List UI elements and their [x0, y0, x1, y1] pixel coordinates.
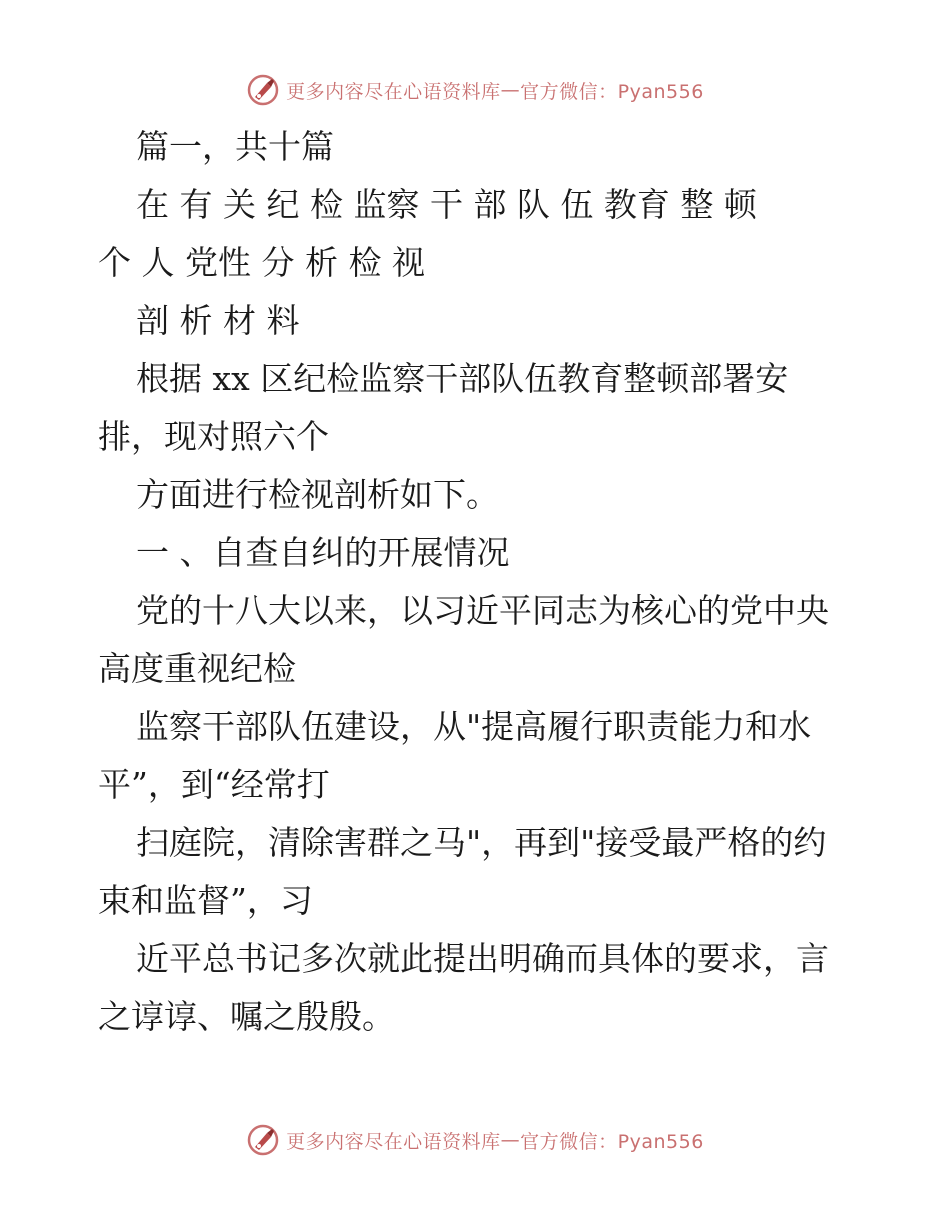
document-line: 一 、自查自纠的开展情况: [136, 533, 510, 572]
document-line: 排，现对照六个: [98, 417, 329, 456]
document-line: 束和监督”，习: [98, 881, 313, 920]
document-line: 监察干部队伍建设，从"提高履行职责能力和水: [136, 707, 812, 746]
watermark-separator: —: [500, 79, 521, 101]
document-body: [98, 118, 858, 1046]
header-watermark: [0, 70, 950, 110]
document-line: 在 有 关 纪 检 监察 干 部 队 伍 教育 整 顿: [136, 185, 757, 224]
watermark-main-text: 更多内容尽在心语资料库: [286, 80, 501, 103]
document-line: 方面进行检视剖析如下。: [136, 475, 499, 514]
watermark-separator: —: [500, 1129, 521, 1151]
document-line: 平”，到“经常打: [98, 765, 330, 804]
document-line: 党的十八大以来，以习近平同志为核心的党中央: [136, 591, 829, 630]
pen-nib-logo-icon: [246, 73, 280, 107]
pen-nib-logo-icon: [246, 1123, 280, 1157]
document-line: 近平总书记多次就此提出明确而具体的要求，言: [136, 939, 829, 978]
document-line: 扫庭院，清除害群之马"，再到"接受最严格的约: [136, 823, 827, 862]
watermark-contact-text: 官方微信：Pyan556: [520, 1130, 704, 1153]
document-line: 之谆谆、嘱之殷殷。: [98, 997, 395, 1036]
document-line: 篇一，共十篇: [136, 127, 334, 166]
document-line: 剖 析 材 料: [136, 301, 300, 340]
document-line: 高度重视纪检: [98, 649, 296, 688]
document-line: 个 人 党性 分 析 检 视: [98, 243, 425, 282]
footer-watermark: [0, 1120, 950, 1160]
watermark-contact-text: 官方微信：Pyan556: [520, 80, 704, 103]
document-line: 根据 xx 区纪检监察干部队伍教育整顿部署安: [136, 359, 789, 398]
watermark-main-text: 更多内容尽在心语资料库: [286, 1130, 501, 1153]
